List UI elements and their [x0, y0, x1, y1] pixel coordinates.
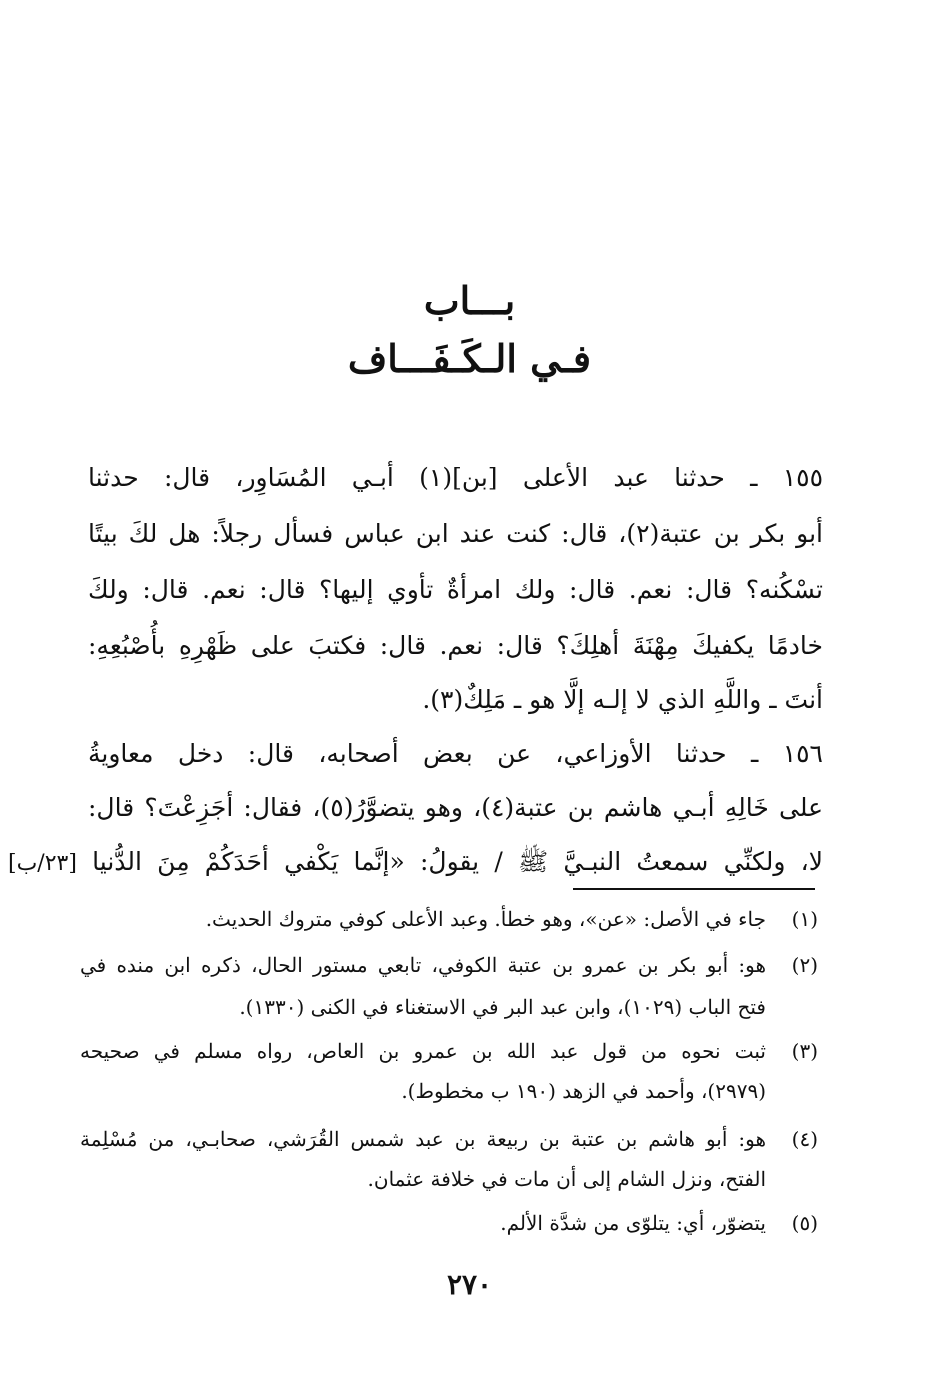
footnote-text: يتضوّر، أي: يتلوّى من شدَّة الألم. [500, 1211, 766, 1235]
chapter-subtitle: فـي الـكَـفَـــاف [347, 336, 592, 381]
body-line: ١٥٥ ـ حدثنا عبد الأعلى [بن](١) أبـي المُسَاوِر، قال: حدثنا [88, 463, 824, 492]
footnote-text: فتح الباب (١٠٢٩)، وابن عبد البر في الاستغناء في الكنى (١٣٣٠). [239, 995, 766, 1019]
page-number: ٢٧٠ [446, 1268, 493, 1301]
footnote-3-cont [80, 1074, 818, 1108]
body-line-with-margin-ref [8, 842, 823, 882]
chapter-title: بـــاب [423, 278, 516, 323]
footnote-1 [80, 902, 818, 936]
body-line: أنتَ ـ واللَّهِ الذي لا إلـه إلَّا هو ـ مَلِكٌ(٣). [422, 685, 823, 714]
footnote-text: هو: أبو هاشم بن عتبة بن ربيعة بن عبد شمس القُرَشي، صحابـي، من مُسْلِمة [80, 1127, 766, 1151]
footnote-5 [80, 1206, 818, 1240]
footnote-text: ثبت نحوه من قول عبد الله بن عمرو بن العاص، رواه مسلم في صحيحه [80, 1039, 766, 1063]
footnote-2 [80, 948, 818, 982]
footnote-number: (٣) [791, 1039, 818, 1063]
footnote-number: (٢) [791, 953, 818, 977]
footnote-text: (٢٩٧٩)، وأحمد في الزهد (١٩٠ ب مخطوط). [401, 1079, 766, 1103]
body-line: خادمًا يكفيكَ مِهْنَةَ أهلِكَ؟ قال: نعم. قال: فكتبَ على ظَهْرِهِ بأُصْبُعِهِ: [88, 631, 823, 660]
footnote-number: (٥) [791, 1211, 818, 1235]
footnote-text: هو: أبو بكر بن عمرو بن عتبة الكوفي، تابعي مستور الحال، ذكره ابن منده في [80, 953, 766, 977]
footnote-2-cont [80, 990, 818, 1024]
footnote-3 [80, 1034, 818, 1068]
body-line-text: لا، ولكنِّي سمعتُ النبـيَّ ﷺ / يقولُ: «إنَّما يَكْفي أحَدَكُمْ مِنَ الدُّنيا [92, 847, 823, 876]
margin-reference: [٢٣/ب] [8, 851, 77, 876]
body-line: على خَالِهِ أبـي هاشم بن عتبة(٤)، وهو يتضوَّرُ(٥)، فقال: أجَزِعْتَ؟ قال: [88, 793, 824, 822]
footnote-text: جاء في الأصل: «عن»، وهو خطأ. وعبد الأعلى كوفي متروك الحديث. [205, 907, 766, 931]
footnote-divider [573, 888, 815, 890]
body-line: ١٥٦ ـ حدثنا الأوزاعي، عن بعض أصحابه، قال: دخل معاويةُ [88, 739, 823, 768]
footnote-number: (١) [791, 907, 818, 931]
footnote-text: الفتح، ونزل الشام إلى أن مات في خلافة عثمان. [367, 1167, 766, 1191]
footnote-number: (٤) [791, 1127, 818, 1151]
body-line: تسْكُنه؟ قال: نعم. قال: ولك امرأةٌ تأوي إليها؟ قال: نعم. قال: ولكَ [88, 575, 823, 604]
footnote-4-cont [80, 1162, 818, 1196]
body-line: أبو بكر بن عتبة(٢)، قال: كنت عند ابن عباس فسأل رجلاً: هل لكَ بيتًا [88, 519, 823, 548]
footnote-4 [80, 1122, 818, 1156]
